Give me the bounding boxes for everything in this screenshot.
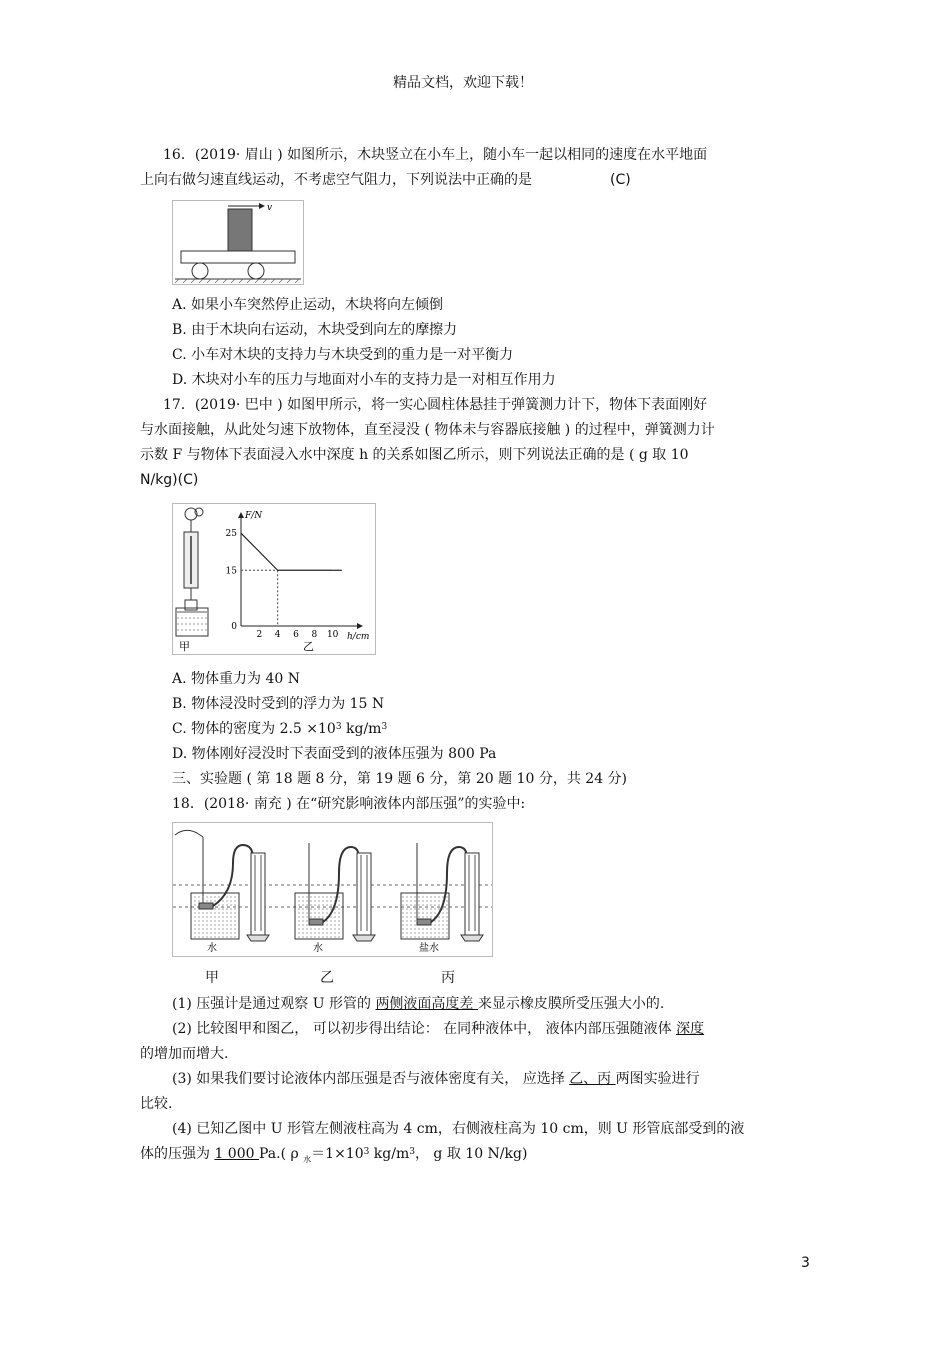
- q16-option-c: C. 小车对木块的支持力与木块受到的重力是一对平衡力: [172, 347, 514, 363]
- q16-option-b: B. 由于木块向右运动，木块受到向左的摩擦力: [172, 322, 458, 338]
- fig-name-jia: 甲: [205, 970, 219, 986]
- x-tick-label: 10: [326, 630, 339, 640]
- q18-s1: [172, 995, 664, 1013]
- x-axis-label: h/cm: [347, 632, 370, 642]
- q18-line1: 18．(2018· 南充 ) 在“研究影响液体内部压强”的实验中:: [172, 796, 526, 812]
- q18-s1-answer: 两侧液面高度差: [375, 996, 478, 1012]
- q18-s2-answer: 深度: [676, 1021, 705, 1037]
- q17-option-c-exp2: 3: [381, 722, 388, 732]
- q17-option-c-unit: kg/m: [341, 721, 382, 737]
- pressure-gauge-figure: [172, 822, 493, 957]
- q18-s2-line2: 的增加而增大.: [140, 1046, 229, 1062]
- section-3-title: 三、实验题 ( 第 18 题 8 分，第 19 题 6 分，第 20 题 10 分，共 24 分): [172, 771, 628, 787]
- page-header: 精品文档，欢迎下载！: [393, 75, 533, 91]
- q18-s3-line2: 比较.: [140, 1096, 173, 1112]
- q18-s3-answer: 乙、丙: [569, 1071, 616, 1087]
- cart-illustration: [173, 201, 303, 284]
- q17-option-c-exp: 3: [335, 722, 342, 732]
- q17-line2: 与水面接触，从此处匀速下放物体，直至浸没 ( 物体未与容器底接触 ) 的过程中，弹簧测力计: [140, 422, 715, 438]
- q16-line2: 上向右做匀速直线运动，不考虑空气阻力，下列说法中正确的是: [140, 172, 532, 188]
- u-tube-experiments: [173, 823, 492, 956]
- q18-s4-line1: (4) 已知乙图中 U 形管左侧液柱高为 4 cm，右侧液柱高为 10 cm，则 U 形管底部受到的液: [172, 1121, 745, 1137]
- q18-s4-exp: 3: [363, 1147, 370, 1157]
- q18-s4-answer: 1 000: [214, 1146, 259, 1162]
- q18-s4-post: Pa.( ρ: [258, 1146, 304, 1162]
- y-axis-label: F/N: [245, 511, 263, 521]
- q17-option-a: A. 物体重力为 40 N: [172, 671, 300, 687]
- spring-scale-figure: [172, 503, 376, 655]
- q17-line1: 17．(2019· 巴中 ) 如图甲所示，将一实心圆柱体悬挂于弹簧测力计下，物体下表面刚好: [163, 397, 708, 413]
- q18-s4-post3: kg/m: [369, 1146, 410, 1162]
- x-tick-label: 6: [293, 630, 299, 640]
- x-axis-arrow: [357, 623, 363, 629]
- q17-line3: 示数 F 与物体下表面浸入水中深度 h 的关系如图乙所示，则下列说法正确的是 ( g 取 10: [140, 447, 689, 463]
- fig-name-yi: 乙: [320, 970, 334, 986]
- q18-s4-post2: ＝1×10: [311, 1146, 364, 1162]
- fig-name-bing: 丙: [441, 970, 455, 986]
- q17-option-d: D. 物体刚好浸没时下表面受到的液体压强为 800 Pa: [172, 746, 497, 762]
- q17-line4: N/kg)(C): [140, 472, 199, 488]
- fig-label-jia: 甲: [179, 640, 190, 653]
- liquid-label-2: 水: [313, 943, 323, 954]
- fig-label-yi: 乙: [303, 640, 314, 653]
- q18-s1-post: 来显示橡皮膜所受压强大小的.: [477, 996, 665, 1012]
- f-h-series-line: [241, 533, 333, 570]
- q16-line1: 16．(2019· 眉山 ) 如图所示，木块竖立在小车上，随小车一起以相同的速度在水平地面: [163, 147, 708, 163]
- velocity-label: v: [267, 203, 273, 213]
- f-h-graph: [226, 511, 370, 642]
- q18-s3-pre: (3) 如果我们要讨论液体内部压强是否与液体密度有关， 应选择: [172, 1071, 570, 1087]
- liquid-label-3: 盐水: [419, 943, 439, 954]
- page-number: 3: [801, 1255, 810, 1271]
- q18-s3-post: 两图实验进行: [615, 1071, 700, 1087]
- y-tick-label: 25: [225, 529, 237, 540]
- q16-option-a: A. 如果小车突然停止运动，木块将向左倾倒: [172, 297, 444, 313]
- q17-option-c-text: C. 物体的密度为 2.5 ×10: [172, 721, 336, 737]
- q17-option-b: B. 物体浸没时受到的浮力为 15 N: [172, 696, 385, 712]
- x-tick-label: 4: [274, 630, 281, 640]
- q18-s4-pre: 体的压强为: [140, 1146, 215, 1162]
- x-tick-label: 8: [311, 630, 318, 640]
- cart-figure: [172, 200, 304, 285]
- q16-option-d: D. 木块对小车的压力与地面对小车的支持力是一对相互作用力: [172, 372, 556, 388]
- y-tick-label: 15: [225, 566, 237, 577]
- q16-answer: (C): [610, 172, 631, 188]
- q18-s4-line2: [140, 1145, 527, 1169]
- x-tick-label: 2: [256, 630, 263, 640]
- q18-s4-sub: 水: [303, 1154, 312, 1164]
- q18-s4-post4: ， g 取 10 N/kg): [414, 1146, 528, 1162]
- y-tick-label: 0: [231, 622, 237, 632]
- q18-s4-exp2: 3: [409, 1147, 415, 1157]
- liquid-label-1: 水: [207, 943, 217, 954]
- q18-s2: [172, 1020, 704, 1038]
- q18-s1-pre: (1) 压强计是通过观察 U 形管的: [172, 996, 376, 1012]
- y-axis-arrow: [238, 512, 244, 518]
- q17-option-c: [172, 720, 387, 738]
- q18-s2-pre: (2) 比较图甲和图乙， 可以初步得出结论： 在同种液体中， 液体内部压强随液体: [172, 1021, 677, 1037]
- spring-scale-and-graph: [173, 504, 375, 654]
- q18-s3: [172, 1070, 700, 1088]
